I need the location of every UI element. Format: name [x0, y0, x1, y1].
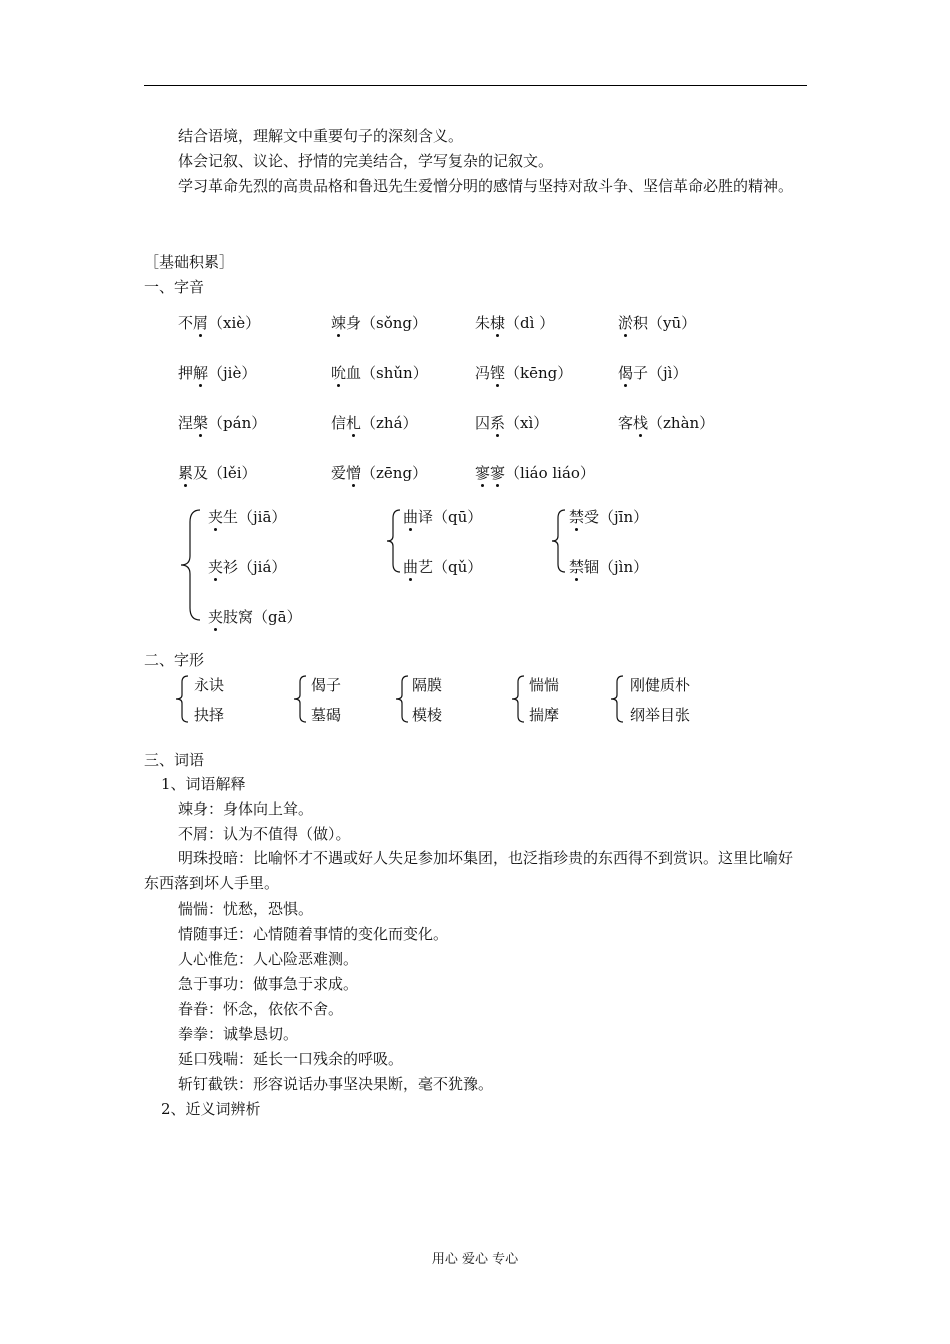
word-part: 冯: [475, 364, 491, 382]
pinyin-reading: （lěi）: [208, 464, 257, 482]
pinyin-reading: （yū）: [648, 314, 697, 332]
definition-1: 竦身：身体向上耸。: [178, 800, 314, 818]
word-part: 衫: [223, 558, 239, 576]
brace-group-1: [178, 508, 202, 622]
dotted-character: 栈: [633, 414, 649, 432]
pinyin-entry: [178, 413, 266, 433]
subsection-1-title: 1、词语解释: [161, 775, 246, 793]
word-part: 子: [633, 364, 649, 382]
pinyin-reading: （jiā）: [238, 508, 287, 526]
section-2-title: 二、字形: [144, 651, 205, 669]
pinyin-entry: [475, 463, 595, 483]
pinyin-entry: [331, 363, 428, 383]
dotted-character: 札: [346, 414, 362, 432]
pinyin-entry: [178, 463, 257, 483]
word-part: 涅: [178, 414, 194, 432]
pinyin-entry: [178, 313, 260, 333]
pinyin-entry: [178, 363, 256, 383]
dotted-character: 棣: [490, 314, 506, 332]
polyphone-entry: [569, 557, 648, 577]
subsection-2-title: 2、近义词辨析: [161, 1100, 261, 1118]
pair-3-bottom: 模棱: [412, 706, 443, 724]
brace-pair-2: [291, 674, 309, 724]
word-part: 及: [193, 464, 209, 482]
dotted-character: 竦: [331, 314, 347, 332]
dotted-character: 夹: [208, 608, 224, 626]
brace-group-2: [384, 508, 402, 574]
pinyin-reading: （shǔn）: [361, 364, 428, 382]
pair-2-bottom: 墓碣: [311, 706, 342, 724]
brace-pair-4: [509, 674, 527, 724]
dotted-character: 偈: [618, 364, 634, 382]
pinyin-reading: （liáo liáo）: [505, 464, 595, 482]
word-part: 朱: [475, 314, 491, 332]
word-part: 生: [223, 508, 239, 526]
pinyin-reading: （xì）: [505, 414, 549, 432]
pinyin-reading: （zhá）: [361, 414, 418, 432]
word-part: 囚: [475, 414, 491, 432]
definition-8: 眷眷：怀念，依依不舍。: [178, 1000, 344, 1018]
dotted-character: 解: [193, 364, 209, 382]
intro-line-3: 学习革命先烈的高贵品格和鲁迅先生爱憎分明的感情与坚持对敌斗争、坚信革命必胜的精神。: [178, 177, 794, 195]
word-part: 信: [331, 414, 347, 432]
word-part: 积: [633, 314, 649, 332]
word-part: 客: [618, 414, 634, 432]
definition-4: 惴惴：忧愁，恐惧。: [178, 900, 314, 918]
word-part: 肢窝: [223, 608, 254, 626]
dotted-character: 槃: [193, 414, 209, 432]
pinyin-reading: （sǒng）: [361, 314, 428, 332]
dotted-character: 曲: [403, 558, 419, 576]
word-part: 艺: [418, 558, 434, 576]
word-part: 锢: [584, 558, 600, 576]
pinyin-entry: [475, 363, 572, 383]
dotted-character: 曲: [403, 508, 419, 526]
pinyin-reading: （jīn）: [599, 508, 649, 526]
dotted-character: 铿: [490, 364, 506, 382]
pinyin-reading: （dì ）: [505, 314, 555, 332]
dotted-character: 淤: [618, 314, 634, 332]
polyphone-entry: [208, 607, 302, 627]
polyphone-entry: [569, 507, 648, 527]
dotted-character: 累: [178, 464, 194, 482]
dotted-character: 系: [490, 414, 506, 432]
pinyin-reading: （xiè）: [208, 314, 261, 332]
intro-line-1: 结合语境，理解文中重要句子的深刻含义。: [178, 127, 464, 145]
word-part: 不: [178, 314, 194, 332]
dotted-character: 吮: [331, 364, 347, 382]
polyphone-entry: [403, 507, 482, 527]
intro-line-2: 体会记叙、议论、抒情的完美结合，学写复杂的记叙文。: [178, 152, 554, 170]
pinyin-reading: （jiá）: [238, 558, 287, 576]
dotted-character: 憎: [346, 464, 362, 482]
polyphone-entry: [403, 557, 482, 577]
section-3-title: 三、词语: [144, 751, 205, 769]
word-part: 押: [178, 364, 194, 382]
pinyin-entry: [475, 413, 548, 433]
pinyin-reading: （jiè）: [208, 364, 257, 382]
word-part: 受: [584, 508, 600, 526]
pinyin-entry: [331, 313, 427, 333]
definition-11: 斩钉截铁：形容说话办事坚决果断，毫不犹豫。: [178, 1075, 494, 1093]
definition-3: 明珠投暗：比喻怀才不遇或好人失足参加坏集团，也泛指珍贵的东西得不到赏识。这里比喻好东西落到坏人手里。: [144, 849, 794, 892]
pinyin-entry: [475, 313, 554, 333]
dotted-character: 夹: [208, 508, 224, 526]
brace-group-3: [549, 508, 567, 574]
section-1-title: 一、字音: [144, 278, 205, 296]
definition-6: 人心惟危：人心险恶难测。: [178, 950, 359, 968]
pinyin-reading: （kēng）: [505, 364, 573, 382]
dotted-character: 寥: [490, 464, 506, 482]
definition-10: 延口残喘：延长一口残余的呼吸。: [178, 1050, 404, 1068]
definition-5: 情随事迁：心情随着事情的变化而变化。: [178, 925, 449, 943]
brace-pair-5: [608, 674, 626, 724]
pair-3-top: 隔膜: [412, 676, 443, 694]
pinyin-entry: [618, 363, 687, 383]
pinyin-reading: （zhàn）: [648, 414, 715, 432]
word-part: 血: [346, 364, 362, 382]
dotted-character: 禁: [569, 508, 585, 526]
pinyin-reading: （jì）: [648, 364, 688, 382]
pinyin-reading: （qū）: [433, 508, 483, 526]
definition-7: 急于事功：做事急于求成。: [178, 975, 359, 993]
page-footer: 用心 爱心 专心: [431, 1252, 519, 1267]
pinyin-reading: （jìn）: [599, 558, 649, 576]
polyphone-entry: [208, 557, 286, 577]
pinyin-reading: （zēng）: [361, 464, 428, 482]
pinyin-reading: （gā）: [253, 608, 302, 626]
pinyin-entry: [331, 413, 418, 433]
word-part: 译: [418, 508, 434, 526]
pair-1-top: 永诀: [194, 676, 225, 694]
dotted-character: 夹: [208, 558, 224, 576]
word-part: 爱: [331, 464, 347, 482]
dotted-character: 屑: [193, 314, 209, 332]
pair-5-top: 刚健质朴: [630, 676, 691, 694]
polyphone-entry: [208, 507, 286, 527]
dotted-character: 寥: [475, 464, 491, 482]
definition-2: 不屑：认为不值得（做）。: [178, 825, 351, 843]
dotted-character: 禁: [569, 558, 585, 576]
basics-title: ［基础积累］: [144, 253, 235, 271]
pair-5-bottom: 纲举目张: [630, 706, 691, 724]
header-rule: [144, 85, 807, 86]
definition-9: 拳拳：诚挚恳切。: [178, 1025, 299, 1043]
pair-1-bottom: 抉择: [194, 706, 225, 724]
brace-pair-3: [393, 674, 411, 724]
pair-2-top: 偈子: [311, 676, 342, 694]
pair-4-bottom: 揣摩: [529, 706, 560, 724]
pinyin-reading: （pán）: [208, 414, 267, 432]
pair-4-top: 惴惴: [529, 676, 560, 694]
pinyin-entry: [618, 413, 714, 433]
brace-pair-1: [173, 674, 191, 724]
word-part: 身: [346, 314, 362, 332]
pinyin-entry: [331, 463, 427, 483]
pinyin-reading: （qǔ）: [433, 558, 483, 576]
pinyin-entry: [618, 313, 696, 333]
